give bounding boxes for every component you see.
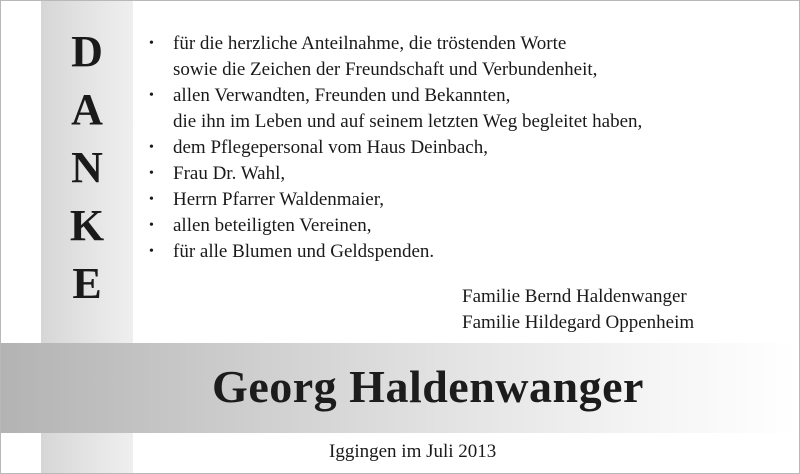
list-item — [147, 239, 642, 265]
bullet-icon: • — [149, 218, 154, 233]
danke-letter-n: N — [71, 143, 103, 192]
list-item — [147, 31, 642, 83]
danke-vertical-heading — [41, 23, 133, 313]
list-item-line: Herrn Pfarrer Waldenmaier, — [173, 189, 385, 210]
list-item-line: sowie die Zeichen der Freundschaft und Verbundenheit, — [173, 59, 598, 80]
danke-letter-k: K — [69, 201, 105, 250]
deceased-name: Georg Haldenwanger — [212, 361, 644, 412]
list-item — [147, 135, 642, 161]
signature-line: Familie Bernd Haldenwanger — [462, 286, 687, 307]
list-item-line: für die herzliche Anteilnahme, die tröstenden Worte — [173, 33, 567, 54]
list-item-line: allen beteiligten Vereinen, — [173, 215, 372, 236]
place-and-date: Iggingen im Juli 2013 — [329, 441, 497, 462]
list-item-line: allen Verwandten, Freunden und Bekannten, — [173, 85, 511, 106]
signature-line: Familie Hildegard Oppenheim — [462, 312, 695, 333]
signatures — [462, 284, 694, 336]
bullet-icon: • — [149, 244, 154, 259]
thanks-list — [147, 31, 642, 265]
list-item-line: dem Pflegepersonal vom Haus Deinbach, — [173, 137, 488, 158]
bullet-icon: • — [149, 36, 154, 51]
list-item-line: für alle Blumen und Geldspenden. — [173, 241, 435, 262]
list-item-line: Frau Dr. Wahl, — [173, 163, 286, 184]
danke-letter-e: E — [72, 259, 102, 308]
danke-letter-a: A — [71, 85, 103, 134]
bullet-icon: • — [149, 88, 154, 103]
list-item — [147, 187, 642, 213]
danke-letter-d: D — [71, 27, 103, 76]
list-item — [147, 213, 642, 239]
bullet-icon: • — [149, 166, 154, 181]
list-item — [147, 83, 642, 135]
bullet-icon: • — [149, 192, 154, 207]
list-item — [147, 161, 642, 187]
bullet-icon: • — [149, 140, 154, 155]
list-item-line: die ihn im Leben und auf seinem letzten Weg begleitet haben, — [173, 111, 643, 132]
